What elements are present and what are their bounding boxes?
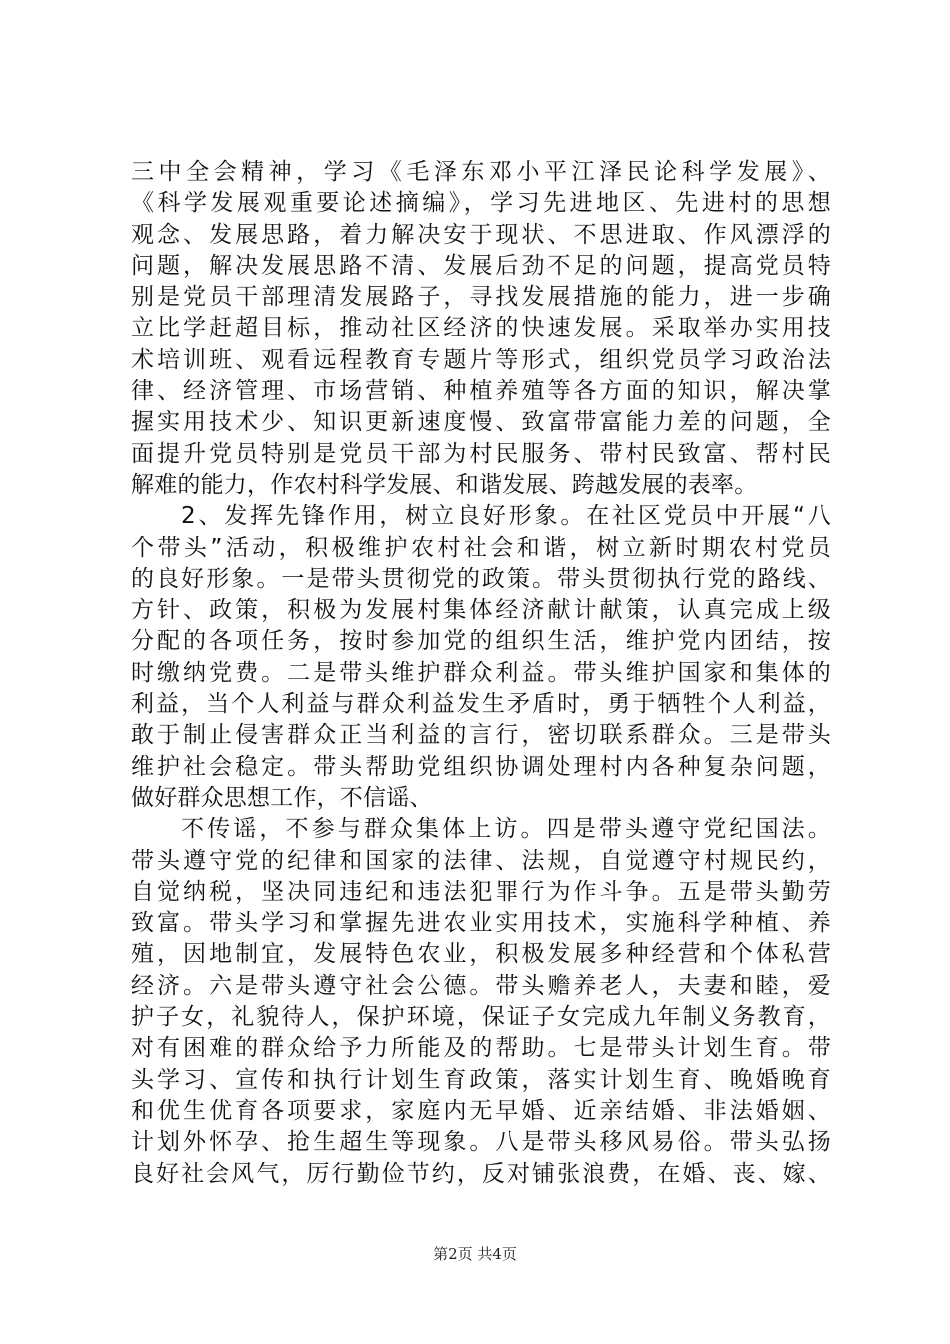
text-line: 三中全会精神，学习《毛泽东邓小平江泽民论科学发展》、 xyxy=(131,159,831,185)
text-line: 立比学赶超目标，推动社区经济的快速发展。采取举办实用技 xyxy=(131,315,831,342)
text-line: 面提升党员特别是党员干部为村民服务、带村民致富、帮村民 xyxy=(131,440,831,467)
text-line: 时缴纳党费。二是带头维护群众利益。带头维护国家和集体的 xyxy=(131,659,831,686)
page-footer: 第2页 共4页 xyxy=(433,1245,517,1263)
text-line: 别是党员干部理清发展路子，寻找发展措施的能力，进一步确 xyxy=(131,284,831,311)
text-line: 分配的各项任务，按时参加党的组织生活，维护党内团结，按 xyxy=(131,628,831,655)
text-line: 殖，因地制宜，发展特色农业，积极发展多种经营和个体私营 xyxy=(131,941,831,968)
text-line: 敢于制止侵害群众正当利益的言行，密切联系群众。三是带头 xyxy=(131,722,831,749)
text-line: 《科学发展观重要论述摘编》，学习先进地区、先进村的思想 xyxy=(131,190,831,217)
text-line: 致富。带头学习和掌握先进农业实用技术，实施科学种植、养 xyxy=(131,910,831,937)
text-line: 对有困难的群众给予力所能及的帮助。七是带头计划生育。带 xyxy=(131,1035,831,1062)
text-line: 方针、政策，积极为发展村集体经济献计献策，认真完成上级 xyxy=(131,597,831,624)
text-line: 观念、发展思路，着力解决安于现状、不思进取、作风漂浮的 xyxy=(131,221,831,248)
text-line: 2、发挥先锋作用，树立良好形象。在社区党员中开展“八 xyxy=(181,503,831,530)
text-line: 带头遵守党的纪律和国家的法律、法规，自觉遵守村规民约， xyxy=(131,847,831,874)
text-line: 良好社会风气，厉行勤俭节约，反对铺张浪费，在婚、丧、嫁、 xyxy=(131,1160,831,1187)
body-text xyxy=(131,157,831,1190)
text-line: 经济。六是带头遵守社会公德。带头赡养老人，夫妻和睦，爱 xyxy=(131,972,831,999)
text-line: 头学习、宣传和执行计划生育政策，落实计划生育、晚婚晚育 xyxy=(131,1066,831,1093)
text-line: 自觉纳税，坚决同违纪和违法犯罪行为作斗争。五是带头勤劳 xyxy=(131,878,831,905)
text-line: 解难的能力，作农村科学发展、和谐发展、跨越发展的表率。 xyxy=(131,471,758,498)
text-line: 不传谣，不参与群众集体上访。四是带头遵守党纪国法。 xyxy=(181,816,831,843)
text-line: 护子女，礼貌待人，保护环境，保证子女完成九年制义务教育， xyxy=(131,1004,831,1031)
text-line: 律、经济管理、市场营销、种植养殖等各方面的知识，解决掌 xyxy=(131,378,831,405)
text-line: 利益，当个人利益与群众利益发生矛盾时，勇于牺牲个人利益， xyxy=(131,691,831,718)
text-line: 的良好形象。一是带头贯彻党的政策。带头贯彻执行党的路线、 xyxy=(131,565,831,592)
text-line: 维护社会稳定。带头帮助党组织协调处理村内各种复杂问题， xyxy=(131,753,831,780)
text-line: 握实用技术少、知识更新速度慢、致富带富能力差的问题，全 xyxy=(131,409,831,436)
text-line: 个带头”活动，积极维护农村社会和谐，树立新时期农村党员 xyxy=(131,534,831,561)
text-line: 做好群众思想工作，不信谣、 xyxy=(131,784,433,811)
text-line: 术培训班、观看远程教育专题片等形式，组织党员学习政治法 xyxy=(131,346,831,373)
text-line: 计划外怀孕、抢生超生等现象。八是带头移风易俗。带头弘扬 xyxy=(131,1129,831,1156)
text-line: 问题，解决发展思路不清、发展后劲不足的问题，提高党员特 xyxy=(131,252,831,279)
text-line: 和优生优育各项要求，家庭内无早婚、近亲结婚、非法婚姻、 xyxy=(131,1097,831,1124)
